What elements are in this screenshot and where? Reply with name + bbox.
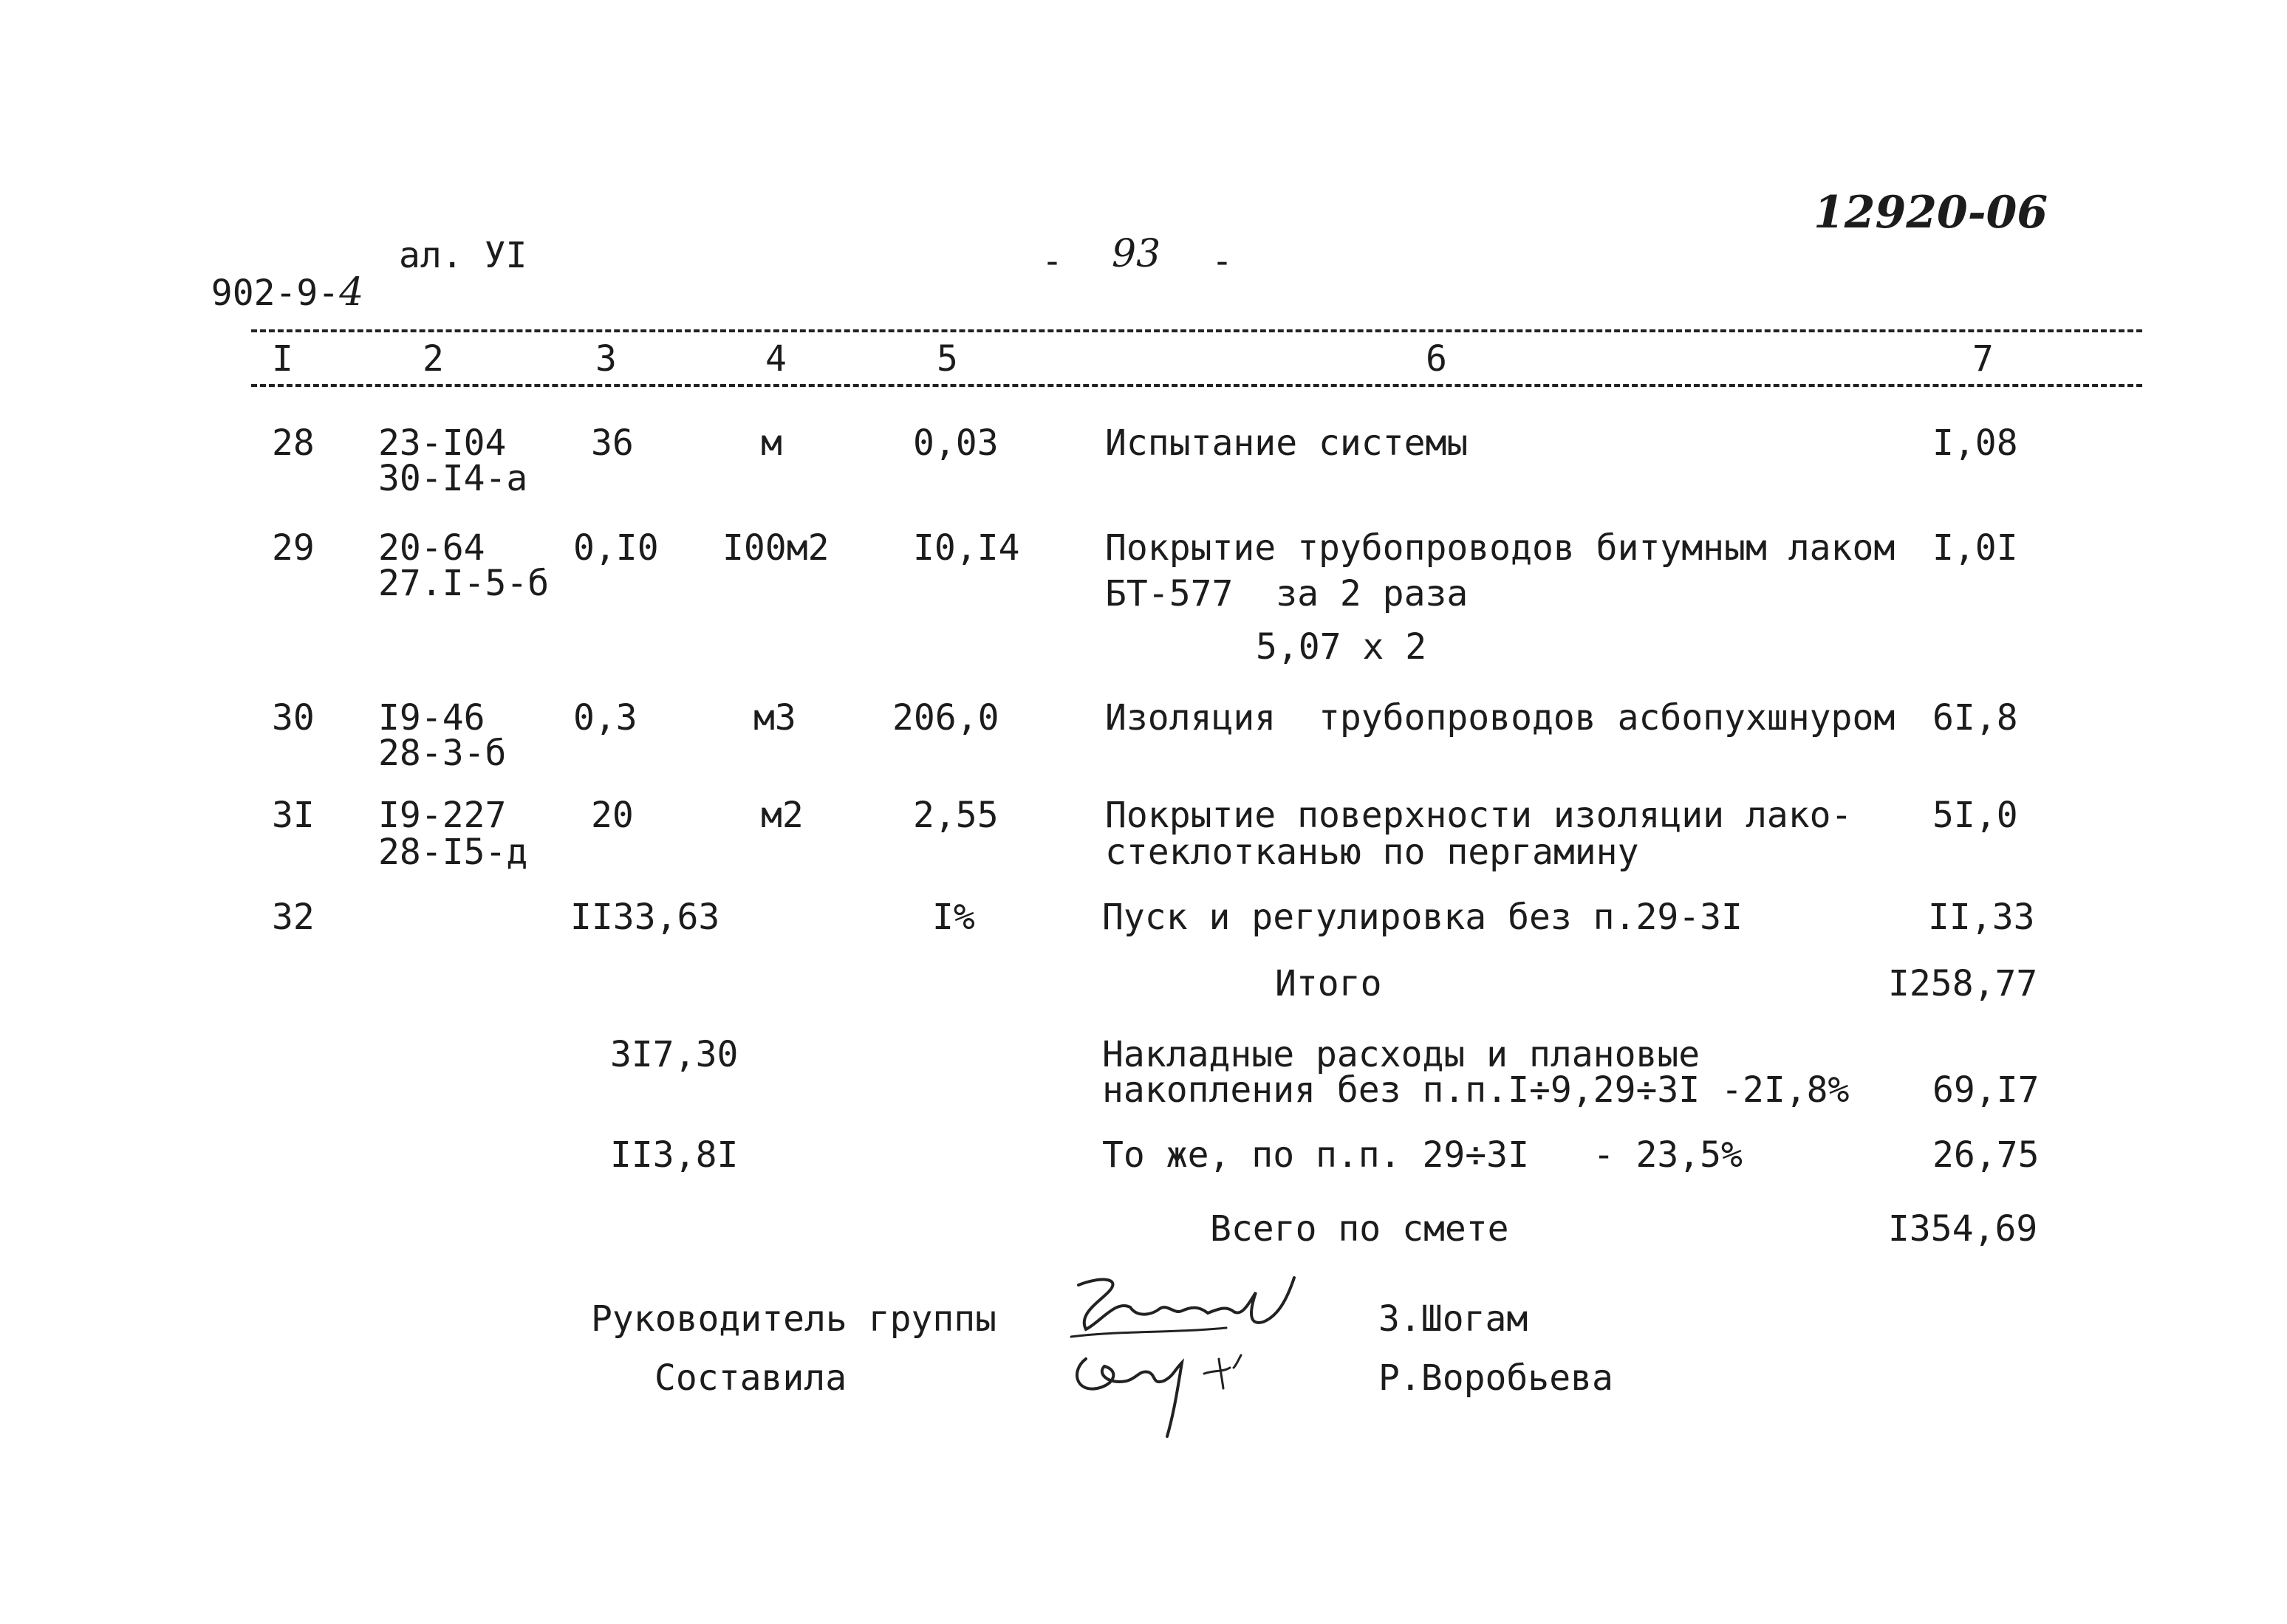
column-header-1: I [272, 338, 293, 380]
row-description: Пуск и регулировка без п.29-3I [1102, 897, 1743, 938]
column-header-5: 5 [937, 338, 958, 380]
row-quantity: II33,63 [570, 897, 720, 938]
row-number: 29 [272, 527, 315, 569]
row-total: 6I,8 [1932, 697, 2018, 739]
row-unit-price: I% [932, 897, 975, 938]
row-number: 3I [272, 795, 315, 836]
overhead-value: 69,I7 [1932, 1069, 2040, 1111]
row-description: Изоляция трубопроводов асбопухшнуром [1105, 697, 1895, 739]
row-total: I,0I [1932, 527, 2018, 569]
row-unit: м [761, 422, 782, 464]
row-code-primary: 23-I04 [378, 422, 507, 464]
album-label: ал. УI [399, 235, 527, 276]
row-number: 32 [272, 897, 315, 938]
row-code-secondary: 27.I-5-б [378, 563, 550, 604]
same-rate-base: II3,8I [610, 1134, 739, 1176]
signature-name-compiled-by: Р.Воробьева [1378, 1357, 1613, 1399]
row-quantity: 0,3 [573, 697, 637, 739]
document-code-prefix: 902-9- [211, 273, 340, 314]
page-dash-right: - [1211, 241, 1233, 282]
row-description-continued: стеклотканью по пергамину [1105, 832, 1639, 873]
overhead-description-continued: накопления без п.п.I÷9,29÷3I -2I,8% [1102, 1069, 1850, 1111]
row-unit: м3 [753, 697, 796, 739]
row-code-primary: 20-64 [378, 527, 485, 569]
subtotal-value: I258,77 [1888, 963, 2038, 1004]
row-unit-price: I0,I4 [913, 527, 1020, 569]
document-code [168, 238, 364, 315]
row-unit-price: 0,03 [913, 422, 999, 464]
row-description: Покрытие поверхности изоляции лако- [1105, 795, 1853, 836]
page-dash-left: - [1042, 241, 1063, 282]
handwritten-signature-2 [1056, 1329, 1293, 1440]
grand-total-value: I354,69 [1888, 1208, 2038, 1250]
document-code-handwritten-suffix: 4 [339, 270, 364, 315]
table-header-rule [251, 384, 2142, 387]
grand-total-label: Всего по смете [1210, 1208, 1509, 1250]
same-rate-value: 26,75 [1932, 1134, 2040, 1176]
overhead-description: Накладные расходы и плановые [1102, 1034, 1700, 1075]
row-quantity: 20 [591, 795, 634, 836]
signature-role-compiled-by: Составила [654, 1357, 847, 1399]
row-unit: м2 [761, 795, 804, 836]
row-description-calculation: 5,07 х 2 [1256, 626, 1427, 668]
signature-name-group-leader: З.Шогам [1378, 1298, 1528, 1340]
row-total: II,33 [1928, 897, 2035, 938]
page-number: 93 [1112, 232, 1161, 276]
overhead-base: 3I7,30 [610, 1034, 739, 1075]
row-quantity: 36 [591, 422, 634, 464]
row-total: 5I,0 [1932, 795, 2018, 836]
row-number: 28 [272, 422, 315, 464]
row-unit-price: 2,55 [913, 795, 999, 836]
column-header-7: 7 [1972, 338, 1994, 380]
row-code-secondary: 30-I4-а [378, 458, 528, 499]
column-header-3: 3 [595, 338, 617, 380]
row-quantity: 0,I0 [573, 527, 659, 569]
column-header-6: 6 [1426, 338, 1447, 380]
row-description: Испытание системы [1105, 422, 1469, 464]
signature-role-group-leader: Руководитель группы [591, 1298, 997, 1340]
row-unit-price: 206,0 [892, 697, 999, 739]
column-header-2: 2 [423, 338, 444, 380]
row-description: Покрытие трубопроводов битумным лаком [1105, 527, 1895, 569]
row-code-secondary: 28-I5-д [378, 832, 528, 873]
row-code-primary: I9-227 [378, 795, 507, 836]
row-number: 30 [272, 697, 315, 739]
subtotal-label: Итого [1275, 963, 1382, 1004]
row-code-primary: I9-46 [378, 697, 485, 739]
registration-stamp: 12920-06 [1813, 187, 2048, 239]
table-top-rule [251, 329, 2142, 332]
row-total: I,08 [1932, 422, 2018, 464]
same-rate-description: То же, по п.п. 29÷3I - 23,5% [1102, 1134, 1743, 1176]
column-header-4: 4 [765, 338, 787, 380]
row-code-secondary: 28-3-б [378, 733, 507, 774]
row-description-continued: БТ-577 за 2 раза [1105, 573, 1469, 614]
row-unit: I00м2 [722, 527, 830, 569]
